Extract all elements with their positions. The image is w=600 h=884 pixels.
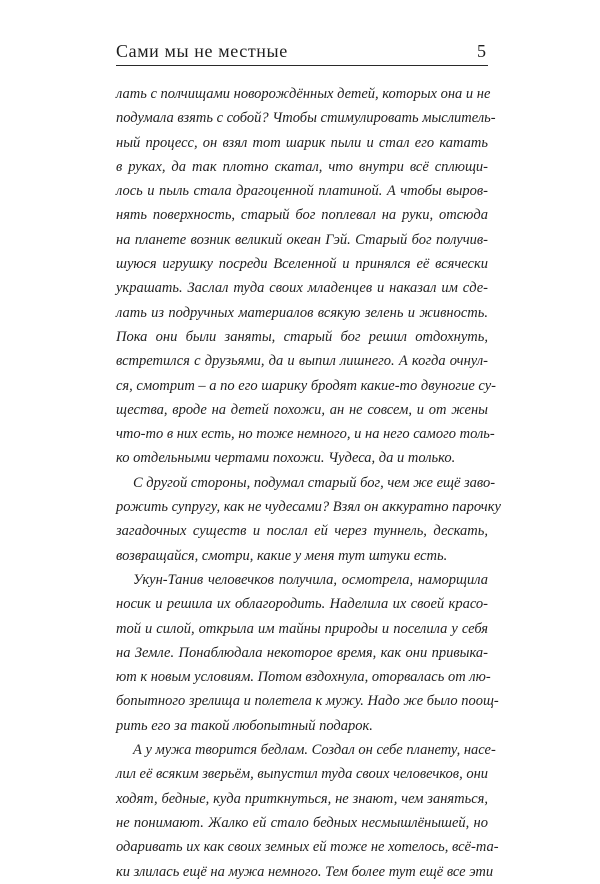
text-line: ся, смотрит – а по его шарику бродят какие-то двуногие су-: [116, 377, 496, 394]
text-line: Пока они были заняты, старый бог решил отдохнуть,: [116, 328, 488, 345]
text-line: лать из подручных материалов всякую зелень и живность.: [116, 304, 488, 321]
text-line: нять поверхность, старый бог поплевал на руки, отсюда: [116, 207, 488, 224]
paragraph: [116, 568, 499, 738]
text-line: в руках, да так плотно скатал, что внутри всё сплющи-: [116, 158, 488, 175]
text-line: на Земле. Понаблюдала некоторое время, как они привыка-: [116, 644, 488, 661]
text-line: не понимают. Жалко ей стало бедных несмышлёнышей, но: [116, 814, 488, 831]
paragraph: [116, 471, 501, 568]
text-line: ходят, бедные, куда приткнуться, не знают, чем заняться,: [116, 790, 488, 807]
running-head: [116, 40, 488, 62]
text-line: рить его за такой любопытный подарок.: [116, 717, 373, 734]
text-line: ко отдельными чертами похожи. Чудеса, да и только.: [116, 450, 456, 467]
text-line: одаривать их как своих земных ей тоже не хотелось, всё-та-: [116, 839, 499, 856]
text-line: рожить супругу, как не чудесами? Взял он аккуратно парочку: [116, 499, 501, 516]
text-line: бопытного зрелища и полетела к мужу. Надо же было поощ-: [116, 693, 499, 710]
text-line: щества, вроде на детей похожи, ан не совсем, и от жены: [116, 401, 488, 418]
text-line: возвращайся, смотри, какие у меня тут штуки есть.: [116, 547, 448, 564]
text-line: ный процесс, он взял тот шарик пыли и стал его катать: [116, 134, 488, 151]
text-line: на планете возник великий океан Гэй. Старый бог получив-: [116, 231, 488, 248]
text-line: лать с полчищами новорождённых детей, которых она и не: [116, 86, 491, 102]
text-line: лил её всяким зверьём, выпустил туда своих человечков, они: [116, 766, 489, 783]
text-line: ют к новым условиям. Потом вздохнула, оторвалась от лю-: [116, 669, 491, 686]
page-number: 5: [477, 41, 486, 61]
header-rule: [116, 65, 488, 66]
body-text: [116, 82, 501, 884]
text-line: носик и решила их облагородить. Наделила их своей красо-: [116, 596, 488, 613]
text-line: подумала взять с собой? Чтобы стимулировать мыслитель-: [116, 110, 496, 127]
text-line: лось и пыль стала драгоценной платиной. А чтобы выров-: [116, 183, 488, 200]
paragraph: [116, 82, 496, 471]
text-line: ки злилась ещё на мужа немного. Тем более тут ещё все эти: [116, 863, 494, 880]
text-line: Укун-Танив человечков получила, осмотрела, наморщила: [133, 571, 488, 588]
text-line: той и силой, открыла им тайны природы и поселила у себя: [116, 620, 488, 637]
running-title: Сами мы не местные: [116, 41, 288, 61]
text-line: шуюся игрушку посреди Вселенной и принялся её всячески: [116, 256, 488, 273]
text-line: А у мужа творится бедлам. Создал он себе планету, насе-: [133, 742, 496, 759]
paragraph: [116, 738, 499, 884]
text-line: С другой стороны, подумал старый бог, чем же ещё заво-: [133, 474, 496, 491]
text-line: встретился с друзьями, да и выпил лишнего. А когда очнул-: [116, 353, 488, 370]
text-line: загадочных существ и послал ей через туннель, дескать,: [116, 523, 488, 540]
text-line: что-то в них есть, но тоже немного, и на него самого толь-: [116, 426, 495, 443]
text-line: украшать. Заслал туда своих младенцев и наказал им сде-: [116, 280, 488, 297]
